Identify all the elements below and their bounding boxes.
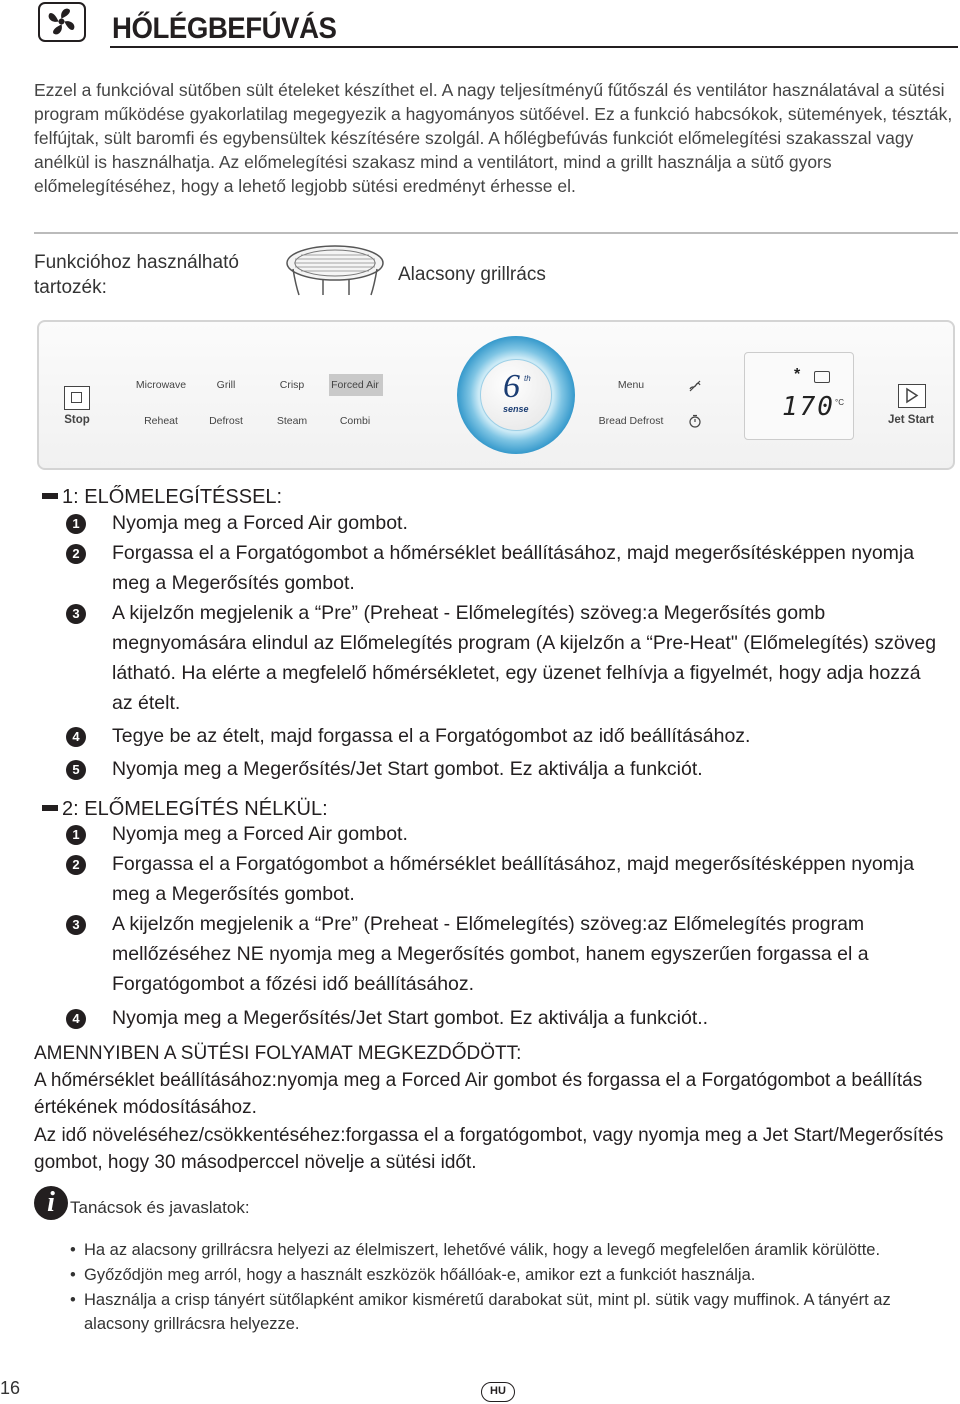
- rotary-knob[interactable]: 6 th sense: [480, 359, 552, 431]
- in-progress-heading: AMENNYIBEN A SÜTÉSI FOLYAMAT MEGKEZDŐDÖTT:: [34, 1043, 522, 1064]
- step-number: 1: [66, 825, 86, 845]
- s2-step4: Nyomja meg a Megerősítés/Jet Start gombot. Ez aktiválja a funkciót..: [112, 1007, 709, 1029]
- section-bar-icon: [42, 805, 58, 811]
- divider: [34, 232, 958, 234]
- s2-step3: A kijelzőn megjelenik a “Pre” (Preheat - Előmelegítés) szöveg:az Előmelegítés program mellőzéséhez NE nyomja meg a Megerősítés gombot, hanem egyszerűen forgassa el a Forgatógombot a főzési idő beállításához.: [112, 913, 869, 995]
- accessory-name: Alacsony grillrács: [398, 264, 546, 285]
- star-icon: *: [794, 366, 801, 383]
- tip-item: • Használja a crisp tányért sütőlapként amikor kisméretű darabokat süt, mint pl. sütik vagy muffinok. A tányért az alacsony grillrácsra helyezze.: [70, 1288, 958, 1336]
- s1-step5: Nyomja meg a Megerősítés/Jet Start gombot. Ez aktiválja a funkciót.: [112, 758, 703, 780]
- reheat-button[interactable]: Reheat: [144, 415, 178, 427]
- tip-item: • Ha az alacsony grillrácsra helyezi az élelmiszert, lehetővé válik, hogy a levegő megfelelően áramlik körülötte.: [70, 1238, 958, 1262]
- steam-button[interactable]: Steam: [276, 415, 308, 427]
- page-number: 16: [0, 1378, 21, 1398]
- microwave-button[interactable]: Microwave: [135, 379, 187, 391]
- step-number: 1: [66, 514, 86, 534]
- tips-list: [70, 1238, 958, 1337]
- crisp-button[interactable]: Crisp: [279, 379, 305, 391]
- combi-button[interactable]: Combi: [339, 415, 371, 427]
- s1-step4: Tegye be az ételt, majd forgassa el a Forgatógombot az idő beállításához.: [112, 725, 751, 747]
- defrost-button[interactable]: Defrost: [209, 415, 243, 427]
- display-unit: °C: [835, 398, 844, 407]
- tip-item: • Győződjön meg arról, hogy a használt eszközök hőállóak-e, amikor ezt a funkciót használja.: [70, 1263, 958, 1287]
- accessory-label: Funkcióhoz használható tartozék:: [34, 252, 239, 298]
- forced-air-button[interactable]: Forced Air: [331, 379, 379, 391]
- step-number: 3: [66, 915, 86, 935]
- intro-paragraph: Ezzel a funkcióval sütőben sült ételeket készíthet el. A nagy teljesítményű fűtőszál és ventilátor használatával a sütési program működése gyakorlatilag megegyezik a hagyományos sütőével. Ez a funkció habcsókok, sütemények, tészták, felfújtak, sült baromfi és egybensültek készítésére szolgál. A hőlégbefúvás funkciót előmelegítési szakasszal vagy anélkül is használhatja. Az előmelegítési szakasz mind a ventilátort, mind a grillt használja a sütő gyors előmelegítéséhez, hogy a lehető legjobb sütési eredményt érhesse el.: [34, 80, 953, 196]
- tips-title: Tanácsok és javaslatok:: [70, 1198, 250, 1217]
- section-bar-icon: [42, 493, 58, 499]
- page-title: HŐLÉGBEFÚVÁS: [112, 12, 337, 45]
- jet-start-label: Jet Start: [887, 414, 935, 426]
- low-grill-rack-icon: [283, 241, 388, 299]
- s1-step1: Nyomja meg a Forced Air gombot.: [112, 512, 408, 534]
- grill-button[interactable]: Grill: [216, 379, 236, 391]
- stop-label: Stop: [64, 414, 90, 426]
- in-progress-time: Az idő növeléséhez/csökkentéséhez:forgassa el a forgatógombot, vagy nyomja meg a Jet Start/Megerősítés gombot, hogy 30 másodperccel növelje a sütési időt.: [34, 1125, 944, 1173]
- menu-button[interactable]: Menu: [617, 379, 645, 391]
- s2-step2: Forgassa el a Forgatógombot a hőmérséklet beállításához, majd megerősítésképpen nyomja meg a Megerősítés gombot.: [112, 853, 915, 905]
- step-number: 4: [66, 1009, 86, 1029]
- timer-icon: [688, 414, 702, 428]
- display-temperature: 170: [782, 392, 835, 422]
- grill-indicator-icon: [814, 371, 830, 383]
- step-number: 2: [66, 855, 86, 875]
- s1-step2: Forgassa el a Forgatógombot a hőmérséklet beállításához, majd megerősítésképpen nyomja meg a Megerősítés gombot.: [112, 542, 915, 594]
- info-icon: i: [34, 1186, 68, 1220]
- step-number: 4: [66, 727, 86, 747]
- section2-heading: 2: ELŐMELEGÍTÉS NÉLKÜL:: [42, 798, 328, 821]
- step-number: 2: [66, 544, 86, 564]
- stop-button[interactable]: [64, 386, 90, 410]
- s2-step1: Nyomja meg a Forced Air gombot.: [112, 823, 408, 845]
- bread-defrost-button[interactable]: Bread Defrost: [598, 415, 664, 427]
- title-underline: [110, 46, 958, 48]
- language-badge: HU: [481, 1382, 515, 1402]
- step-number: 5: [66, 760, 86, 780]
- jet-start-button[interactable]: [898, 384, 926, 408]
- step-number: 3: [66, 604, 86, 624]
- section1-heading: 1: ELŐMELEGÍTÉSSEL:: [42, 486, 282, 509]
- no-microwave-icon: [688, 379, 702, 393]
- in-progress-temp: A hőmérséklet beállításához:nyomja meg a Forced Air gombot és forgassa el a Forgatógombot a beállítás értékének módosításához.: [34, 1070, 923, 1118]
- fan-icon: [38, 2, 86, 42]
- s1-step3: A kijelzőn megjelenik a “Pre” (Preheat - Előmelegítés) szöveg:a Megerősítés gomb megnyomására elindul az Előmelegítés program (A kijelzőn a “Pre-Heat" (Előmelegítés) szöveg látható. Ha elérte a megfelelő hőmérsékletet, egy üzenet felhívja a figyelmét, hogy adja hozzá az ételt.: [112, 602, 937, 714]
